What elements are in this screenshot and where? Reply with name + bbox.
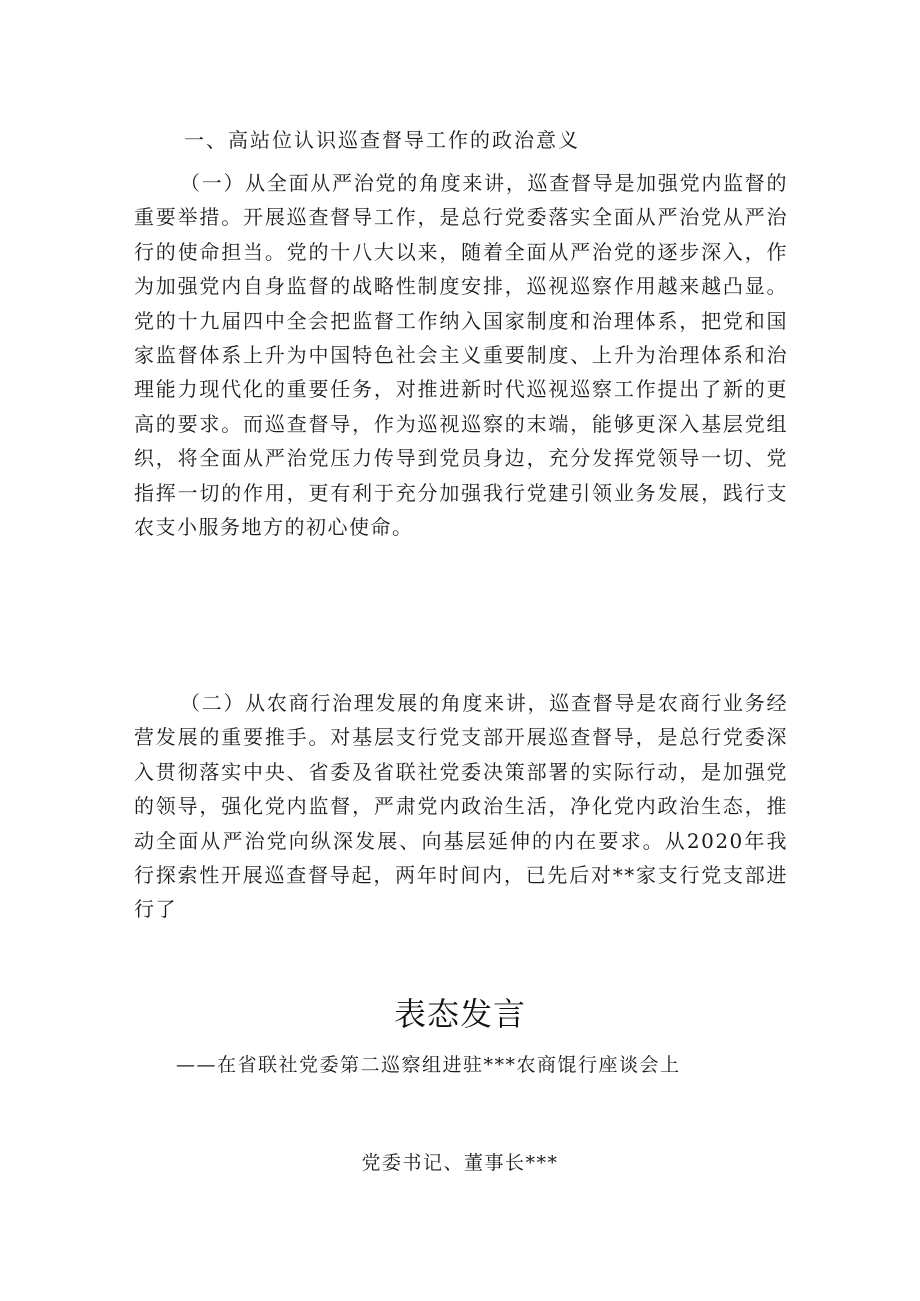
speech-title: 表态发言	[393, 995, 526, 1033]
speech-author: 党委书记、董事长***	[361, 1152, 559, 1174]
speech-subtitle: ——在省联社党委第二巡察组进驻***农商馄行座谈会上	[176, 1054, 681, 1076]
body-paragraph-1: （一）从全面从严治党的角度来讲，巡查督导是加强党内监督的重要举措。开展巡查督导工作，是总行党委落实全面从严治党从严治行的使命担当。党的十八大以来，随着全面从严治党的逐步深入，作为加强党内自身监督的战略性制度安排，巡视巡察作用越来越凸显。党的十九届四中全会把监督工作纳入国家制度和治理体系，把党和国家监督体系上升为中国特色社会主义重要制度、上升为治理体系和治理能力现代化的重要任务，对推进新时代巡视巡察工作提出了新的更高的要求。而巡查督导，作为巡视巡察的末端，能够更深入基层党组织，将全面从严治党压力传导到党员身边，充分发挥党领导一切、党指挥一切的作用，更有利于充分加强我行党建引领业务发展，践行支农支小服务地方的初心使命。	[134, 171, 788, 540]
section-heading: 一、高站位认识巡查督导工作的政治意义	[184, 128, 580, 152]
body-paragraph-2: （二）从农商行治理发展的角度来讲，巡查督导是农商行业务经营发展的重要推手。对基层支行党支部开展巡查督导，是总行党委深入贯彻落实中央、省委及省联社党委决策部署的实际行动，是加强党的领导，强化党内监督，严肃党内政治生活，净化党内政治生态，推动全面从严治党向纵深发展、向基层延伸的内在要求。从2020年我行探索性开展巡查督导起，两年时间内，已先后对**家支行党支部进行了	[134, 691, 788, 922]
